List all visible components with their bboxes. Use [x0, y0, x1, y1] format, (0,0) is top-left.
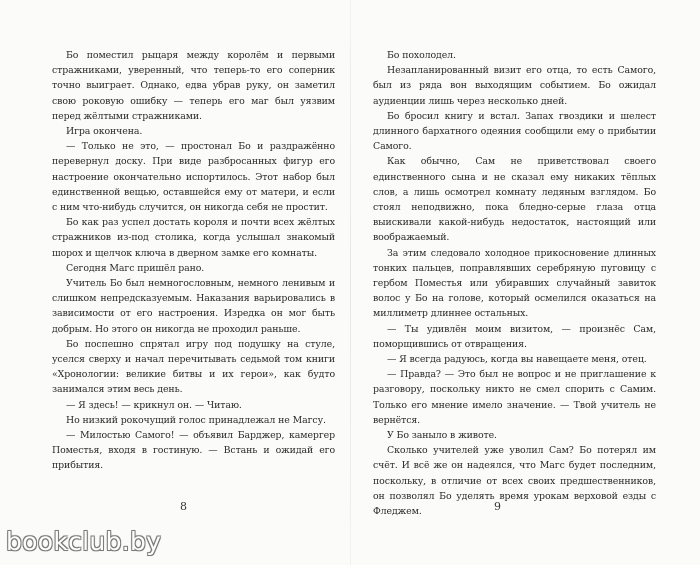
left-paragraph-2: Игра окончена. — [66, 126, 143, 138]
left-paragraph-1: Бо поместил рыцаря между королём и первыми стражниками, уверенный, что теперь-то его соперник точно выиграет. Однако, едва убрав руку, он заметил свою роковую ошибку — теперь его маг был уязвим перед жёлтыми стражниками. — [52, 50, 335, 122]
right-paragraph-8: — Правда? — Это был не вопрос и не приглашение к разговору, поскольку никто не смел спорить с Самим. Только его мнение имело значение. — Твой учитель не вернётся. — [373, 369, 656, 426]
left-paragraph-10: — Милостью Самого! — объявил Барджер, камергер Поместья, входя в гостиную. — Встань и ожидай его прибытия. — [52, 430, 335, 472]
left-paragraph-9: Но низкий рокочущий голос принадлежал не Магсу. — [66, 414, 326, 426]
right-paragraph-4: Как обычно, Сам не приветствовал своего единственного сына и не сказал ему никаких тёплых слов, а лишь осмотрел комнату ледяным взглядом. Бо стоял неподвижно, пока бледно-серые глаза отца выискивали какой-нибудь недостаток, настоящий или воображаемый. — [373, 156, 656, 244]
left-paragraph-5: Сегодня Магс пришёл рано. — [66, 262, 205, 274]
left-paragraph-6: Учитель Бо был немногословным, немного ленивым и слишком непредсказуемым. Наказания варьировались в зависимости от его настроения. Изредка он мог быть добрым. Но этого он никогда не проходил раньше. — [52, 278, 335, 335]
right-page — [373, 48, 656, 518]
right-paragraph-2: Незапланированный визит его отца, то есть Самого, был из ряда вон выходящим событием. Бо ожидал аудиенции лишь через несколько дней. — [373, 65, 656, 107]
right-paragraph-6: — Ты удивлён моим визитом, — произнёс Сам, поморщившись от отвращения. — [373, 323, 656, 350]
right-paragraph-5: За этим следовало холодное прикосновение длинных тонких пальцев, поправлявших серебряную пуговицу с гербом Поместья или убиравших случайный завиток волос у Бо на голове, который осмелился оказаться на миллиметр длиннее остальных. — [373, 247, 656, 320]
right-paragraph-3: Бо бросил книгу и встал. Запах гвоздики и шелест длинного бархатного одеяния сообщили ему о прибытии Самого. — [373, 110, 656, 153]
page-number-left: 8 — [180, 500, 187, 513]
left-paragraph-4: Бо как раз успел достать короля и почти всех жёлтых стражников из-под столика, когда услышал знакомый шорох и щелчок ключа в дверном замке его комнаты. — [52, 217, 335, 259]
left-page — [52, 48, 335, 498]
book-gutter — [350, 0, 351, 565]
watermark-logo: bookclub.by — [6, 527, 162, 556]
right-paragraph-9: У Бо заныло в животе. — [387, 430, 497, 442]
left-paragraph-7: Бо поспешно спрятал игру под подушку на стуле, уселся сверху и начал перечитывать седьмой том книги «Хронологии: великие битвы и их герои», как будто занимался этим весь день. — [52, 338, 335, 396]
right-paragraph-1: Бо похолодел. — [387, 50, 456, 61]
page-number-right: 9 — [494, 500, 501, 513]
left-paragraph-3: — Только не это, — простонал Бо и раздражённо перевернул доску. При виде разбросанных фигур его настроение окончательно испортилось. Этот набор был единственной вещью, оставшейся ему от матери, и если с ним что-нибудь случится, он никогда себя не простит. — [52, 141, 335, 214]
right-paragraph-7: — Я всегда радуюсь, когда вы навещаете меня, отец. — [387, 354, 647, 366]
left-paragraph-8: — Я здесь! — крикнул он. — Читаю. — [66, 399, 242, 411]
right-paragraph-10: Сколько учителей уже уволил Сам? Бо потерял им счёт. И всё же он надеялся, что Магс будет последним, поскольку, в отличие от всех своих предшественников, он позволял Бо уделять время урокам верховой езды с Фледжем. — [373, 445, 656, 518]
